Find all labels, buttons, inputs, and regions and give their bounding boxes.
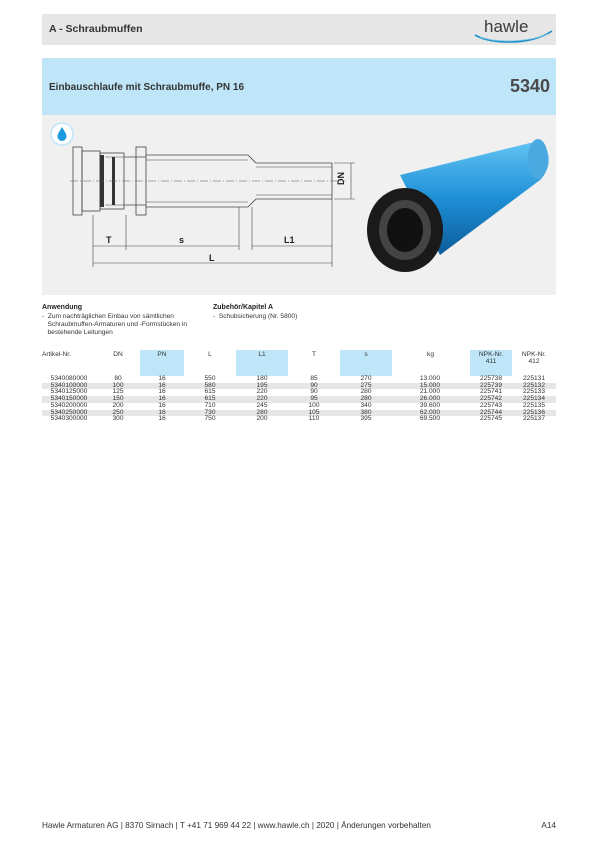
col-header: L1 [236,350,288,376]
table-cell: 39.600 [392,403,470,410]
zubehoer-list [213,313,297,321]
table-cell: 105 [288,410,340,417]
table-cell: 80 [96,376,140,383]
col-header: NPK-Nr. 412 [512,350,556,376]
table-cell: 5340250000 [42,410,96,417]
col-header: PN [140,350,184,376]
table-cell: 5340300000 [42,416,96,423]
table-cell: 220 [236,396,288,403]
table-cell: 62.000 [392,410,470,417]
table-cell: 16 [140,416,184,423]
table-cell: 5340150000 [42,396,96,403]
table-cell: 5340200000 [42,403,96,410]
table-cell: 90 [288,383,340,390]
table-cell: 280 [340,396,392,403]
zubehoer-heading: Zubehör/Kapitel A [213,304,274,311]
table-cell: 225132 [512,383,556,390]
table-cell: 16 [140,396,184,403]
table-header-row [42,350,556,376]
table-cell: 85 [288,376,340,383]
table-cell: 150 [96,396,140,403]
anwendung-line: - Zum nachträglichen Einbau von sämtlichen [42,313,174,320]
table-cell: 225137 [512,416,556,423]
col-header: L [184,350,236,376]
table-cell: 13.000 [392,376,470,383]
table-cell: 395 [340,416,392,423]
table-cell: 250 [96,410,140,417]
table-cell: 90 [288,389,340,396]
page-number: A14 [541,821,556,830]
table-cell: 225133 [512,389,556,396]
footer-text: Hawle Armaturen AG | 8370 Sirnach | T +41 71 969 44 22 | www.hawle.ch | 2020 | Änderungen vorbehalten [42,821,431,830]
col-header: Artikel-Nr. [42,350,96,376]
table-cell: 225745 [470,416,512,423]
table-cell: 5340125000 [42,389,96,396]
table-cell: 550 [184,376,236,383]
table-cell: 615 [184,389,236,396]
table-cell: 180 [236,376,288,383]
logo-wordmark: hawle [484,17,529,36]
table-cell: 5340080000 [42,376,96,383]
table-cell: 615 [184,396,236,403]
table-cell: 340 [340,403,392,410]
anwendung-list [42,313,187,337]
dim-dn: DN [336,172,346,185]
table-cell: 110 [288,416,340,423]
table-cell: 280 [340,389,392,396]
col-header: s [340,350,392,376]
table-cell: 225742 [470,396,512,403]
table-cell: 21.000 [392,389,470,396]
table-cell: 280 [236,410,288,417]
table-row [42,416,556,423]
col-header: T [288,350,340,376]
table-cell: 225744 [470,410,512,417]
table-cell: 125 [96,389,140,396]
anwendung-line: bestehende Leitungen [42,329,113,336]
product-title: Einbauschlaufe mit Schraubmuffe, PN 16 [49,82,245,93]
table-cell: 245 [236,403,288,410]
table-cell: 225743 [470,403,512,410]
product-photo [360,135,552,275]
anwendung-line: Schraubmuffen-Armaturen und -Formstücken in [42,321,188,328]
table-cell: 16 [140,376,184,383]
table-cell: 69.500 [392,416,470,423]
table-cell: 200 [96,403,140,410]
table-cell: 100 [96,383,140,390]
table-cell: 16 [140,403,184,410]
table-cell: 730 [184,410,236,417]
table-cell: 16 [140,389,184,396]
zubehoer-line: - Schubsicherung (Nr. 5800) [213,313,298,320]
table-cell: 195 [236,383,288,390]
table-cell: 200 [236,416,288,423]
dim-l: L [209,253,215,263]
table-cell: 225136 [512,410,556,417]
section-title: A - Schraubmuffen [49,23,143,35]
table-cell: 275 [340,383,392,390]
table-cell: 225739 [470,383,512,390]
table-cell: 225134 [512,396,556,403]
table-cell: 95 [288,396,340,403]
col-header: DN [96,350,140,376]
table-cell: 710 [184,403,236,410]
dim-t: T [106,235,112,245]
dim-s: s [179,235,185,245]
table-cell: 225741 [470,389,512,396]
product-number: 5340 [509,76,550,96]
table-cell: 5340100000 [42,383,96,390]
col-header: NPK-Nr. 411 [470,350,512,376]
table-cell: 225131 [512,376,556,383]
table-cell: 300 [96,416,140,423]
spec-table [42,350,556,423]
table-cell: 16 [140,410,184,417]
table-cell: 100 [288,403,340,410]
table-cell: 220 [236,389,288,396]
table-cell: 15.000 [392,383,470,390]
anwendung-heading: Anwendung [42,304,83,311]
table-cell: 225135 [512,403,556,410]
table-cell: 16 [140,383,184,390]
hawle-logo [472,15,554,43]
table-cell: 580 [184,383,236,390]
table-cell: 380 [340,410,392,417]
table-cell: 270 [340,376,392,383]
table-cell: 750 [184,416,236,423]
technical-drawing [70,135,360,280]
table-cell: 26.000 [392,396,470,403]
dim-l1: L1 [284,235,295,245]
col-header: kg [392,350,470,376]
table-cell: 225738 [470,376,512,383]
